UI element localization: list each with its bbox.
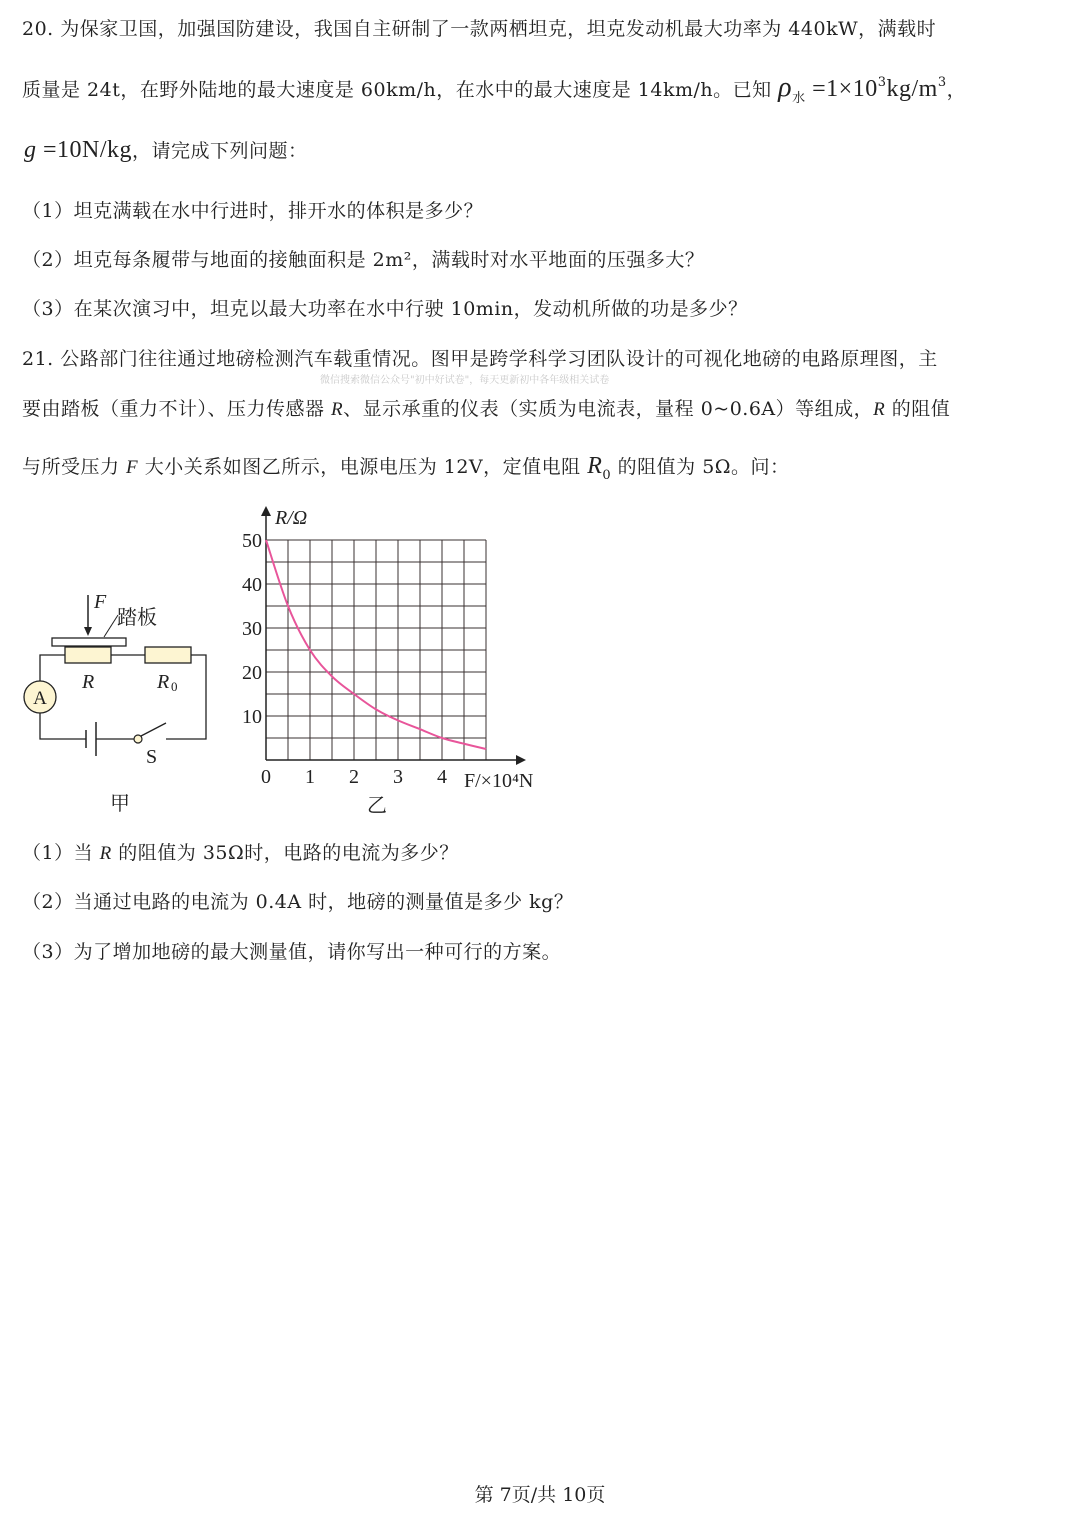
q20-line3-text: ，请完成下列问题： xyxy=(132,140,308,162)
q21-line-1: 21. 公路部门往往通过地磅检测汽车载重情况。图甲是跨学科学习团队设计的可视化地磅的电路原理图，主 xyxy=(22,348,938,370)
q21-sub-text: （2）当通过电路的电流为 0.4A 时，地磅的测量值是多少 kg？ xyxy=(22,891,574,913)
label-R: R xyxy=(82,671,95,693)
wire xyxy=(40,655,65,681)
force-arrow-head xyxy=(84,627,92,636)
svg-text:3: 3 xyxy=(393,766,403,788)
q21-sub-3 xyxy=(22,937,561,964)
q21-line3-a: 与所受压力 xyxy=(22,456,127,478)
g-value: =10N/kg xyxy=(36,137,133,163)
q20-line-1: 20. 为保家卫国，加强国防建设，我国自主研制了一款两栖坦克，坦克发动机最大功率为 440kW，满载时 xyxy=(22,18,937,40)
q21-line2-R2: R xyxy=(873,399,886,420)
wire xyxy=(40,713,86,739)
svg-text:30: 30 xyxy=(242,618,262,640)
x-axis-arrow xyxy=(516,755,526,765)
q21-line2-b: 、显示承重的仪表（实质为电流表，量程 0~0.6A）等组成， xyxy=(343,398,874,420)
svg-text:4: 4 xyxy=(437,766,447,788)
resistor-R0 xyxy=(145,647,191,663)
q21-sub-2 xyxy=(22,887,573,914)
density-unit-exp: 3 xyxy=(937,75,947,90)
switch-pivot xyxy=(134,735,142,743)
wire xyxy=(166,655,206,739)
rho-symbol: ρ xyxy=(778,72,793,103)
q20-line-3 xyxy=(24,136,308,164)
q21-line-2 xyxy=(22,394,950,421)
q21-sub-1 xyxy=(22,838,459,865)
caption-yi: 乙 xyxy=(367,795,387,817)
svg-text:0: 0 xyxy=(261,766,271,788)
q20-line2-end: ， xyxy=(946,79,967,101)
q21-line3-R0: R xyxy=(587,453,603,479)
q21-line2-a: 要由踏板（重力不计）、压力传感器 xyxy=(22,398,332,420)
y-tick-labels xyxy=(242,530,262,728)
y-axis-arrow xyxy=(261,506,271,516)
q21-sub-text: 的阻值为 35Ω时，电路的电流为多少？ xyxy=(111,842,459,864)
pedal xyxy=(52,638,126,646)
switch-blade xyxy=(141,723,166,736)
svg-text:20: 20 xyxy=(242,662,262,684)
pedal-leader xyxy=(104,615,118,637)
force-label: F xyxy=(94,591,107,613)
q21-line3-c: 的阻值为 5Ω。问： xyxy=(611,456,790,478)
q21-line-3 xyxy=(22,452,790,483)
svg-text:40: 40 xyxy=(242,574,262,596)
g-symbol: g xyxy=(24,137,37,163)
q21-sub-text: （1）当 xyxy=(22,842,100,864)
density-unit: kg/m xyxy=(886,76,938,102)
svg-text:1: 1 xyxy=(305,766,315,788)
resistor-R xyxy=(65,647,111,663)
rho-subscript: 水 xyxy=(792,91,806,106)
q21-line2-R: R xyxy=(331,399,344,420)
label-R0-sub: 0 xyxy=(171,679,178,694)
q21-line2-c: 的阻值 xyxy=(885,398,951,420)
circuit-diagram xyxy=(0,580,230,820)
q20-line2-text: 质量是 24t，在野外陆地的最大速度是 60km/h，在水中的最大速度是 14km/h。已知 xyxy=(22,79,779,101)
q20-sub-3: （3）在某次演习中，坦克以最大功率在水中行驶 10min，发动机所做的功是多少？ xyxy=(22,298,748,320)
y-axis-label: R/Ω xyxy=(275,507,308,529)
q20-line-2 xyxy=(22,72,966,106)
watermark: 微信搜索微信公众号"初中好试卷"，每天更新初中各年级相关试卷 xyxy=(320,375,610,386)
chart-grid xyxy=(266,540,486,760)
svg-text:50: 50 xyxy=(242,530,262,552)
x-tick-labels xyxy=(261,766,447,788)
svg-text:10: 10 xyxy=(242,706,262,728)
density-exp: 3 xyxy=(877,75,887,90)
q21-line3-b: 大小关系如图乙所示，电源电压为 12V，定值电阻 xyxy=(138,456,588,478)
q21-sub-text: （3）为了增加地磅的最大测量值，请你写出一种可行的方案。 xyxy=(22,941,562,963)
q21-line3-F: F xyxy=(126,457,139,478)
x-axis-label: F/×10⁴N xyxy=(464,770,534,792)
q21-sub-var: R xyxy=(99,843,112,864)
caption-jia: 甲 xyxy=(110,793,130,815)
switch-label: S xyxy=(146,746,158,768)
label-R0: R xyxy=(157,671,170,693)
svg-text:2: 2 xyxy=(349,766,359,788)
resistance-force-chart xyxy=(230,500,560,820)
q20-sub-2: （2）坦克每条履带与地面的接触面积是 2m²，满载时对水平地面的压强多大？ xyxy=(22,249,705,271)
pedal-label: 踏板 xyxy=(117,607,157,629)
page-footer: 第 7页/共 10页 xyxy=(474,1484,606,1506)
density-eq: =1×10 xyxy=(805,76,878,102)
q20-sub-1: （1）坦克满载在水中行进时，排开水的体积是多少？ xyxy=(22,200,484,222)
q21-line3-R0-sub: 0 xyxy=(602,468,612,483)
ammeter-label: A xyxy=(33,688,47,709)
